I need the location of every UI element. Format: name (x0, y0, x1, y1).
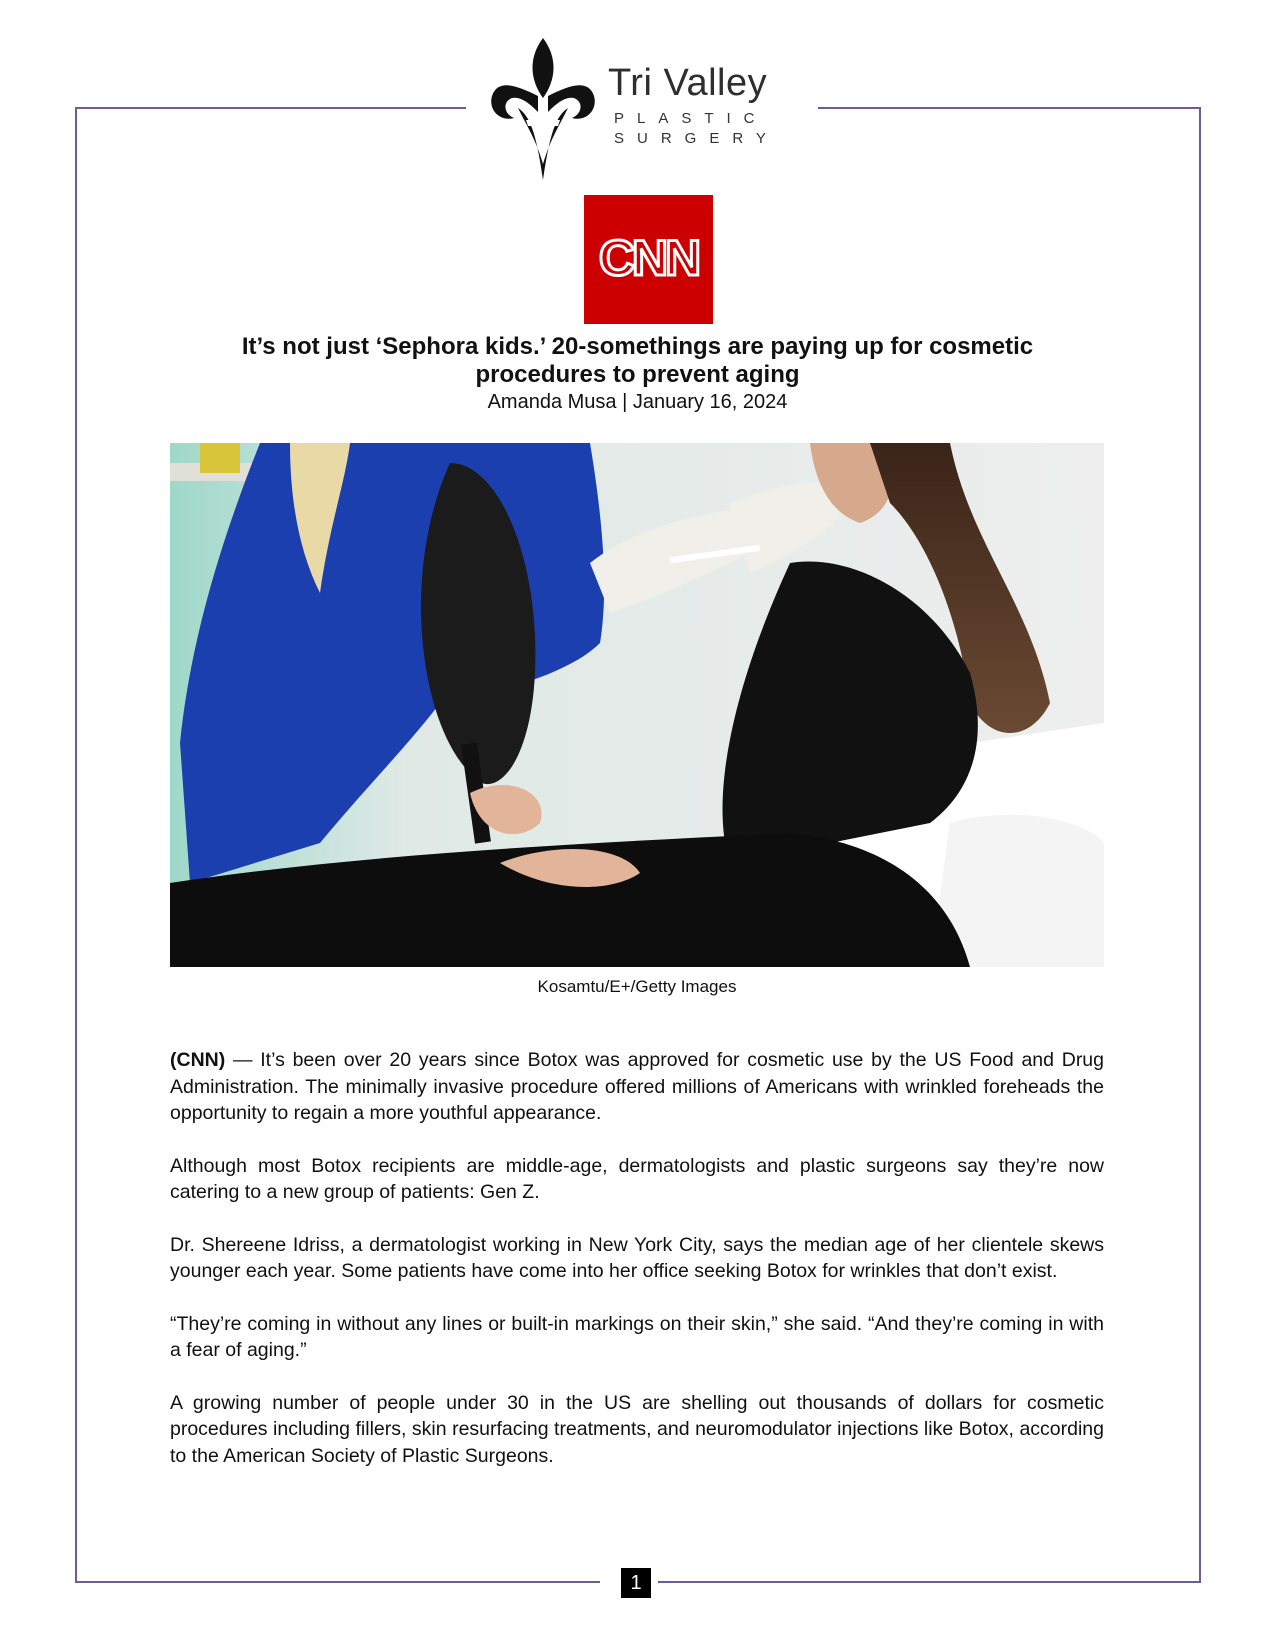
article-byline: Amanda Musa | January 16, 2024 (487, 391, 788, 413)
fleur-de-lis-icon (488, 36, 598, 182)
photo-illustration (170, 443, 1104, 967)
brand-subtitle-line1: PLASTIC (614, 110, 768, 127)
article-paragraph-4: “They’re coming in without any lines or built-in markings on their skin,” she said. “And they’re coming in with a fear of aging.” (170, 1312, 1104, 1361)
photo-caption: Kosamtu/E+/Getty Images (537, 977, 737, 996)
page-number: 1 (621, 1568, 651, 1598)
article-paragraph-2: Although most Botox recipients are middle-age, dermatologists and plastic surgeons say they’re now catering to a new group of patients: Gen Z. (170, 1154, 1104, 1203)
article-photo (170, 443, 1104, 967)
article-paragraph-1-text: — It’s been over 20 years since Botox was approved for cosmetic use by the US Food and Drug Administration. The minimally invasive procedure offered millions of Americans with wrinkled foreheads the opportunity to regain a more youthful appearance. (170, 1049, 1104, 1124)
article-paragraph-1 (170, 1047, 1104, 1127)
brand-subtitle-line2: SURGERY (614, 130, 779, 147)
brand-name: Tri Valley (608, 62, 768, 104)
tri-valley-logo (488, 36, 788, 182)
article-headline: It’s not just ‘Sephora kids.’ 20-somethings are paying up for cosmetic procedures to prevent aging (241, 333, 1034, 388)
cnn-wordmark-icon (584, 195, 713, 324)
cnn-logo-text: CNN (598, 230, 699, 286)
article-dateline: (CNN) (170, 1049, 226, 1071)
article-paragraph-3: Dr. Shereene Idriss, a dermatologist working in New York City, says the median age of her clientele skews younger each year. Some patients have come into her office seeking Botox for wrinkles that don’t exist. (170, 1233, 1104, 1282)
article-body (170, 1047, 1104, 1495)
article-paragraph-5: A growing number of people under 30 in the US are shelling out thousands of dollars for cosmetic procedures including fillers, skin resurfacing treatments, and neuromodulator injections like Botox, according to the American Society of Plastic Surgeons. (170, 1391, 1104, 1467)
cnn-logo (584, 195, 713, 324)
